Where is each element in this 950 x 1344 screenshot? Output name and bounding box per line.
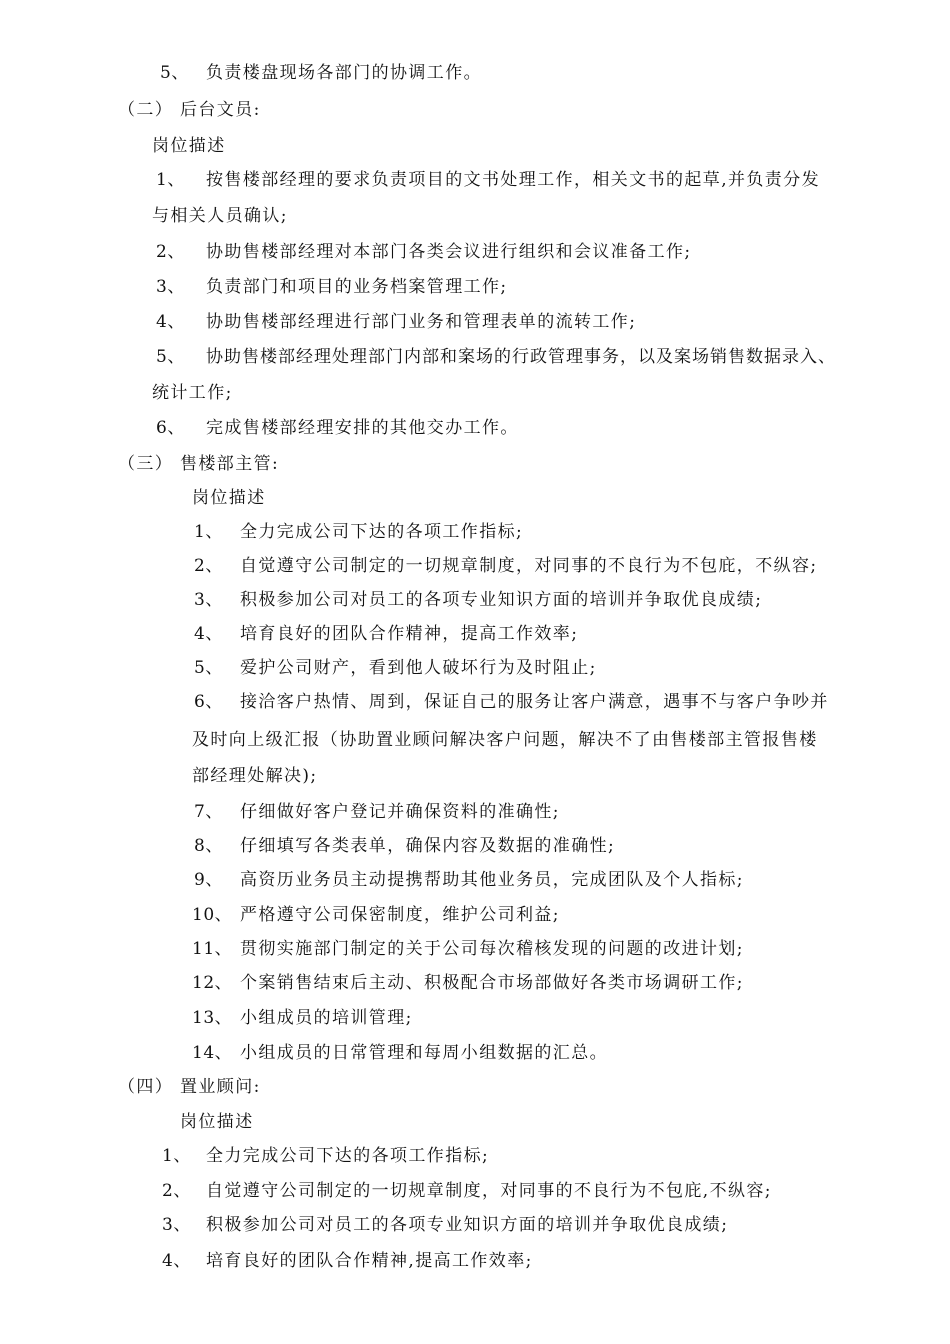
section-heading: （二） 后台文员: [118, 100, 261, 120]
list-item-text: 个案销售结束后主动、积极配合市场部做好各类市场调研工作; [240, 973, 744, 993]
sub-heading: 岗位描述 [180, 1112, 254, 1132]
list-item-text: 协助售楼部经理处理部门内部和案场的行政管理事务，以及案场销售数据录入、 [206, 347, 836, 367]
item-number: 12、 [192, 973, 233, 993]
list-item-text: 按售楼部经理的要求负责项目的文书处理工作，相关文书的起草,并负责分发 [206, 170, 821, 190]
list-item-text: 贯彻实施部门制定的关于公司每次稽核发现的问题的改进计划; [240, 939, 744, 959]
sub-heading: 岗位描述 [192, 488, 266, 508]
item-number: 5、 [160, 63, 189, 83]
item-number: 8、 [194, 836, 223, 856]
list-item-text: 培育良好的团队合作精神,提高工作效率; [206, 1251, 533, 1271]
section-heading: （三） 售楼部主管: [118, 454, 280, 474]
list-item-continuation: 统计工作; [152, 383, 233, 403]
item-number: 5、 [194, 658, 223, 678]
list-item-text: 负责部门和项目的业务档案管理工作; [206, 277, 508, 297]
item-number: 1、 [162, 1146, 191, 1166]
item-number: 10、 [192, 905, 233, 925]
list-item-continuation: 部经理处解决); [192, 766, 318, 786]
list-item-text: 小组成员的培训管理; [240, 1008, 413, 1028]
item-number: 2、 [156, 242, 185, 262]
item-number: 4、 [162, 1251, 191, 1271]
list-item-text: 仔细做好客户登记并确保资料的准确性; [240, 802, 560, 822]
list-item-text: 高资历业务员主动提携帮助其他业务员，完成团队及个人指标; [240, 870, 744, 890]
item-number: 3、 [156, 277, 185, 297]
list-item-text: 爱护公司财产，看到他人破坏行为及时阻止; [240, 658, 597, 678]
item-number: 2、 [194, 556, 223, 576]
list-item-text: 培育良好的团队合作精神，提高工作效率; [240, 624, 579, 644]
list-item-text: 协助售楼部经理对本部门各类会议进行组织和会议准备工作; [206, 242, 692, 262]
item-number: 6、 [194, 692, 223, 712]
list-item-text: 全力完成公司下达的各项工作指标; [206, 1146, 490, 1166]
item-number: 1、 [194, 522, 223, 542]
list-item-text: 负责楼盘现场各部门的协调工作。 [206, 63, 482, 83]
item-number: 1、 [156, 170, 185, 190]
section-heading: （四） 置业顾问: [118, 1077, 261, 1097]
item-number: 4、 [156, 312, 185, 332]
item-number: 7、 [194, 802, 223, 822]
list-item-continuation: 与相关人员确认; [152, 206, 288, 226]
list-item-text: 全力完成公司下达的各项工作指标; [240, 522, 524, 542]
list-item-text: 接洽客户热情、周到，保证自己的服务让客户满意，遇事不与客户争吵并 [240, 692, 829, 712]
item-number: 9、 [194, 870, 223, 890]
item-number: 11、 [192, 939, 233, 959]
list-item-text: 完成售楼部经理安排的其他交办工作。 [206, 418, 519, 438]
list-item-text: 严格遵守公司保密制度，维护公司利益; [240, 905, 560, 925]
item-number: 5、 [156, 347, 185, 367]
list-item-text: 积极参加公司对员工的各项专业知识方面的培训并争取优良成绩; [240, 590, 763, 610]
item-number: 14、 [192, 1043, 233, 1063]
item-number: 13、 [192, 1008, 233, 1028]
list-item-text: 仔细填写各类表单，确保内容及数据的准确性; [240, 836, 616, 856]
item-number: 6、 [156, 418, 185, 438]
item-number: 2、 [162, 1181, 191, 1201]
sub-heading: 岗位描述 [152, 136, 226, 156]
list-item-text: 小组成员的日常管理和每周小组数据的汇总。 [240, 1043, 608, 1063]
list-item-continuation: 及时向上级汇报（协助置业顾问解决客户问题，解决不了由售楼部主管报售楼 [192, 730, 818, 750]
list-item-text: 积极参加公司对员工的各项专业知识方面的培训并争取优良成绩; [206, 1215, 729, 1235]
list-item-text: 协助售楼部经理进行部门业务和管理表单的流转工作; [206, 312, 637, 332]
list-item-text: 自觉遵守公司制定的一切规章制度，对同事的不良行为不包庇,不纵容; [206, 1181, 772, 1201]
item-number: 4、 [194, 624, 223, 644]
item-number: 3、 [162, 1215, 191, 1235]
item-number: 3、 [194, 590, 223, 610]
list-item-text: 自觉遵守公司制定的一切规章制度，对同事的不良行为不包庇，不纵容; [240, 556, 818, 576]
